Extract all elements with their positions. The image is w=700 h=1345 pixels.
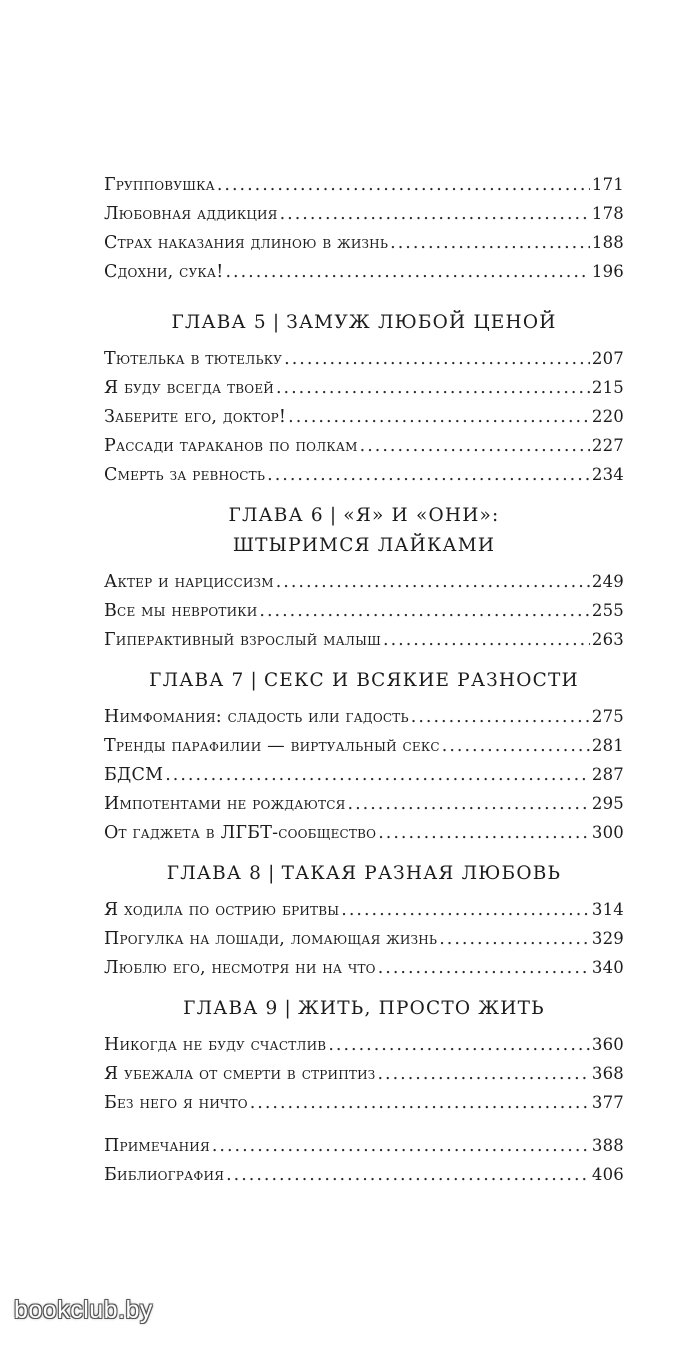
toc-entry-page: 263: [591, 630, 624, 649]
dot-leader: [360, 432, 590, 461]
toc-entry-title: Страх наказания длиною в жизнь: [104, 233, 389, 253]
toc-entry-title: Актер и нарциссизм: [104, 572, 274, 592]
toc-entry-page: 295: [591, 794, 624, 813]
toc-entry: [104, 170, 624, 199]
toc-entry-page: 227: [591, 436, 624, 455]
toc-entry-title: Я ходила по острию бритвы: [104, 900, 340, 920]
toc-entry-page: 196: [591, 262, 624, 281]
toc-entry: [104, 199, 624, 228]
toc-entry-page: 220: [591, 407, 624, 426]
toc-entry-title: Без него я ничто: [104, 1093, 248, 1113]
toc-entry-title: Заберите его, доктор!: [104, 407, 287, 427]
dot-leader: [383, 626, 590, 655]
toc-entry-page: 178: [591, 204, 624, 223]
toc-entry-title: Гиперактивный взрослый малыш: [104, 630, 382, 650]
chapter-separator: |: [268, 863, 276, 884]
dot-leader: [165, 761, 590, 790]
chapter-heading: [104, 666, 624, 696]
toc-entry: [104, 1088, 624, 1117]
toc-entry: [104, 1160, 624, 1189]
dot-leader: [280, 200, 590, 229]
chapter-heading: [104, 308, 624, 338]
toc-entry: [104, 373, 624, 402]
toc-entry-page: 314: [591, 900, 624, 919]
chapter-heading: [104, 994, 624, 1024]
table-of-contents: [104, 170, 624, 1189]
toc-entry-title: Люблю его, несмотря ни на что: [104, 958, 376, 978]
toc-section: [104, 501, 624, 654]
dot-leader: [217, 171, 590, 200]
toc-entry-page: 360: [591, 1035, 624, 1054]
toc-entry-page: 406: [591, 1165, 624, 1184]
toc-entry-page: 281: [591, 736, 624, 755]
chapter-title: «Я» И «ОНИ»:: [343, 505, 500, 526]
toc-entry: [104, 344, 624, 373]
dot-leader: [377, 1060, 589, 1089]
toc-entry: [104, 702, 624, 731]
dot-leader: [442, 732, 590, 761]
chapter-number: ГЛАВА 9: [183, 998, 279, 1019]
toc-entry: [104, 567, 624, 596]
chapter-title: ЗАМУЖ ЛЮБОЙ ЦЕНОЙ: [286, 312, 557, 333]
dot-leader: [250, 1089, 590, 1118]
chapter-number: ГЛАВА 6: [228, 505, 324, 526]
chapter-separator: |: [284, 998, 292, 1019]
toc-entry: [104, 789, 624, 818]
chapter-separator: |: [250, 670, 258, 691]
dot-leader: [439, 925, 590, 954]
dot-leader: [226, 1161, 590, 1190]
toc-entry-title: Я буду всегда твоей: [104, 378, 274, 398]
dot-leader: [276, 568, 590, 597]
toc-entry: [104, 818, 624, 847]
toc-entry: [104, 731, 624, 760]
spacer: [104, 1117, 624, 1131]
chapter-number: ГЛАВА 5: [171, 312, 267, 333]
toc-entry-page: 171: [591, 175, 624, 194]
chapter-separator: |: [329, 505, 338, 526]
toc-entry: [104, 924, 624, 953]
dot-leader: [378, 819, 590, 848]
toc-entry-title: От гаджета в ЛГБТ-сообщество: [104, 823, 377, 843]
toc-entry-title: Библиография: [104, 1165, 225, 1185]
toc-entry-title: Я убежала от смерти в стриптиз: [104, 1064, 376, 1084]
toc-entry: [104, 460, 624, 489]
toc-section: [104, 666, 624, 847]
toc-entry-page: 377: [591, 1093, 624, 1112]
toc-entry-page: 188: [591, 233, 624, 252]
dot-leader: [348, 790, 590, 819]
dot-leader: [378, 954, 590, 983]
toc-entry-page: 207: [591, 349, 624, 368]
toc-entry-page: 368: [591, 1064, 624, 1083]
toc-entry-title: Любовная аддикция: [104, 204, 278, 224]
toc-entry-title: Примечания: [104, 1136, 210, 1156]
dot-leader: [276, 374, 590, 403]
chapter-number: ГЛАВА 8: [166, 863, 263, 884]
toc-entry-page: 275: [591, 707, 624, 726]
toc-entry-title: Групповушка: [104, 175, 215, 195]
toc-entry-title: Никогда не буду счастлив: [104, 1035, 327, 1055]
toc-entry-page: 215: [591, 378, 624, 397]
toc-entry: [104, 760, 624, 789]
chapter-title: ТАКАЯ РАЗНАЯ ЛЮБОВЬ: [281, 863, 562, 884]
toc-entry-title: Тютелька в тютельку: [104, 349, 283, 369]
toc-entry-page: 300: [591, 823, 624, 842]
chapter-separator: |: [272, 312, 281, 333]
dot-leader: [341, 896, 590, 925]
toc-back-matter: [104, 1131, 624, 1189]
toc-entry-title: Сдохни, сука!: [104, 262, 224, 282]
toc-section: [104, 859, 624, 982]
toc-entry: [104, 953, 624, 982]
toc-entry-title: Все мы невротики: [104, 601, 258, 621]
toc-entry-page: 287: [591, 765, 624, 784]
toc-section: [104, 170, 624, 286]
chapter-title: СЕКС И ВСЯКИЕ РАЗНОСТИ: [263, 670, 579, 691]
dot-leader: [284, 345, 590, 374]
toc-entry-title: Тренды парафилии — виртуальный секс: [104, 736, 440, 756]
toc-entry-page: 388: [591, 1136, 624, 1155]
toc-entry: [104, 1131, 624, 1160]
chapter-heading: [104, 859, 624, 889]
dot-leader: [390, 229, 590, 258]
chapter-number: ГЛАВА 7: [149, 670, 245, 691]
toc-entry: [104, 895, 624, 924]
toc-entry-title: БДСМ: [104, 765, 164, 785]
chapter-heading: [104, 501, 624, 561]
dot-leader: [225, 258, 589, 287]
toc-entry: [104, 257, 624, 286]
toc-entry-title: Прогулка на лошади, ломающая жизнь: [104, 929, 438, 949]
toc-entry-page: 340: [591, 958, 624, 977]
toc-section: [104, 994, 624, 1117]
dot-leader: [328, 1031, 590, 1060]
toc-entry-page: 234: [591, 465, 624, 484]
toc-entry: [104, 228, 624, 257]
toc-entry: [104, 1030, 624, 1059]
toc-entry: [104, 625, 624, 654]
chapter-title: ЖИТЬ, ПРОСТО ЖИТЬ: [297, 998, 545, 1019]
watermark: bookclub.by: [14, 1296, 153, 1324]
toc-entry: [104, 1059, 624, 1088]
toc-entry: [104, 596, 624, 625]
toc-entry-title: Нимфомания: сладость или гадость: [104, 707, 409, 727]
toc-entry-title: Рассади тараканов по полкам: [104, 436, 358, 456]
toc-entry-page: 329: [591, 929, 624, 948]
chapter-title-line2: ШТЫРИМСЯ ЛАЙКАМИ: [232, 535, 496, 556]
toc-entry-page: 255: [591, 601, 624, 620]
dot-leader: [288, 403, 590, 432]
dot-leader: [212, 1132, 590, 1161]
toc-entry-page: 249: [591, 572, 624, 591]
toc-entry-title: Импотентами не рождаются: [104, 794, 346, 814]
toc-entry-title: Смерть за ревность: [104, 465, 266, 485]
dot-leader: [259, 597, 590, 626]
dot-leader: [411, 703, 590, 732]
dot-leader: [267, 461, 590, 490]
toc-entry: [104, 431, 624, 460]
toc-section: [104, 308, 624, 489]
toc-entry: [104, 402, 624, 431]
